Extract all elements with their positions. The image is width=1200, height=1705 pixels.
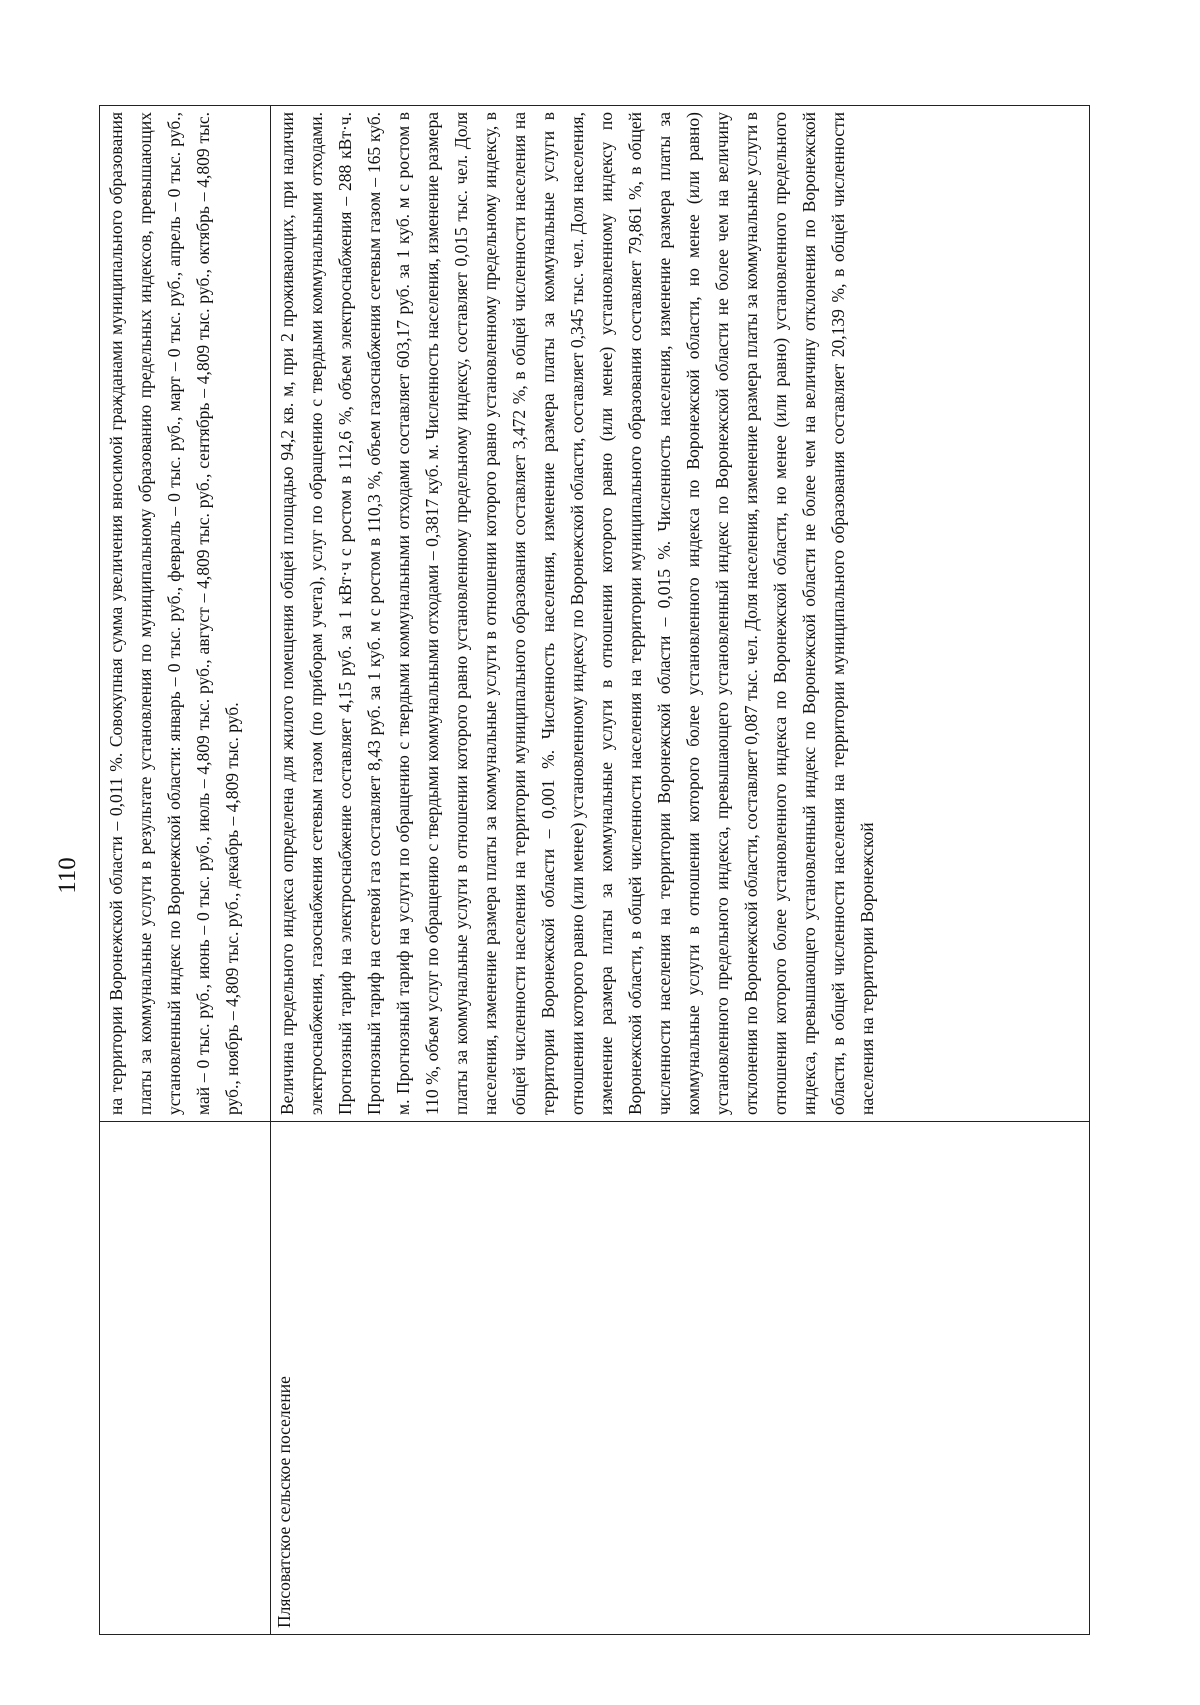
page-number: 110 — [54, 857, 81, 894]
table-row — [100, 106, 271, 1635]
description-cell: Величина предельного индекса определена для жилого помещения общей площадью 94,2 кв. м, при 2 проживающих, при наличии электроснабжения, газоснабжения сетевым газом (по приборам учета), услуг по обращению с твердыми коммунальными отходами. Прогнозный тариф на электроснабжение составляет 4,15 руб. за 1 кВт·ч с ростом в 112,6 %, объем электроснабжения – 288 кВт·ч. Прогнозный тариф на сетевой газ составляет 8,43 руб. за 1 куб. м с ростом в 110,3 %, объем газоснабжения сетевым газом – 165 куб. м. Прогнозный тариф на услуги по обращению с твердыми коммунальными отходами составляет 603,17 руб. за 1 куб. м с ростом в 110 %, объем услуг по обращению с твердыми коммунальными отходами – 0,3817 куб. м. Численность населения, изменение размера платы за коммунальные услуги в отношении которого равно установленному предельному индексу, составляет 0,015 тыс. чел. Доля населения, изменение размера платы за коммунальные услуги в отношении которого равно установленному предельному индексу, в общей численности населения на территории муниципального образования составляет 3,472 %, в общей численности населения на территории Воронежской области – 0,001 %. Численность населения, изменение размера платы за коммунальные услуги в отношении которого равно (или менее) установленному индексу по Воронежской области, составляет 0,345 тыс. чел. Доля населения, изменение размера платы за коммунальные услуги в отношении которого равно (или менее) установленному индексу по Воронежской области, в общей численности населения на территории муниципального образования составляет 79,861 %, в общей численности населения на территории Воронежской области – 0,015 %. Численность населения, изменение размера платы за коммунальные услуги в отношении которого более установленного индекса по Воронежской области, но менее (или равно) установленного предельного индекса, превышающего установленный индекс по Воронежской области не более чем на величину отклонения по Воронежской области, составляет 0,087 тыс. чел. Доля населения, изменение размера платы за коммунальные услуги в отношении которого более установленного индекса по Воронежской области, но менее (или равно) установленного предельного индекса, превышающего установленный индекс по Воронежской области не более чем на величину отклонения по Воронежской области, в общей численности населения на территории муниципального образования составляет 20,139 %, в общей численности населения на территории Воронежской — [271, 106, 1090, 1122]
settlement-name-cell — [100, 1122, 271, 1635]
description-cell: на территории Воронежской области – 0,011 %. Совокупная сумма увеличения вносимой гражданами муниципального образования платы за коммунальные услуги в результате установления по муниципальному образованию предельных индексов, превышающих установленный индекс по Воронежской области: январь – 0 тыс. руб., февраль – 0 тыс. руб., март – 0 тыс. руб., апрель – 0 тыс. руб., май – 0 тыс. руб., июнь – 0 тыс. руб., июль – 4,809 тыс. руб., август – 4,809 тыс. руб., сентябрь – 4,809 тыс. руб., октябрь – 4,809 тыс. руб., ноябрь – 4,809 тыс. руб., декабрь – 4,809 тыс. руб. — [100, 106, 271, 1122]
rotated-content — [99, 105, 1079, 1635]
content-table — [99, 105, 1090, 1635]
table-row — [271, 106, 1090, 1635]
settlement-name-cell: Плясоватское сельское поселение — [271, 1122, 1090, 1635]
